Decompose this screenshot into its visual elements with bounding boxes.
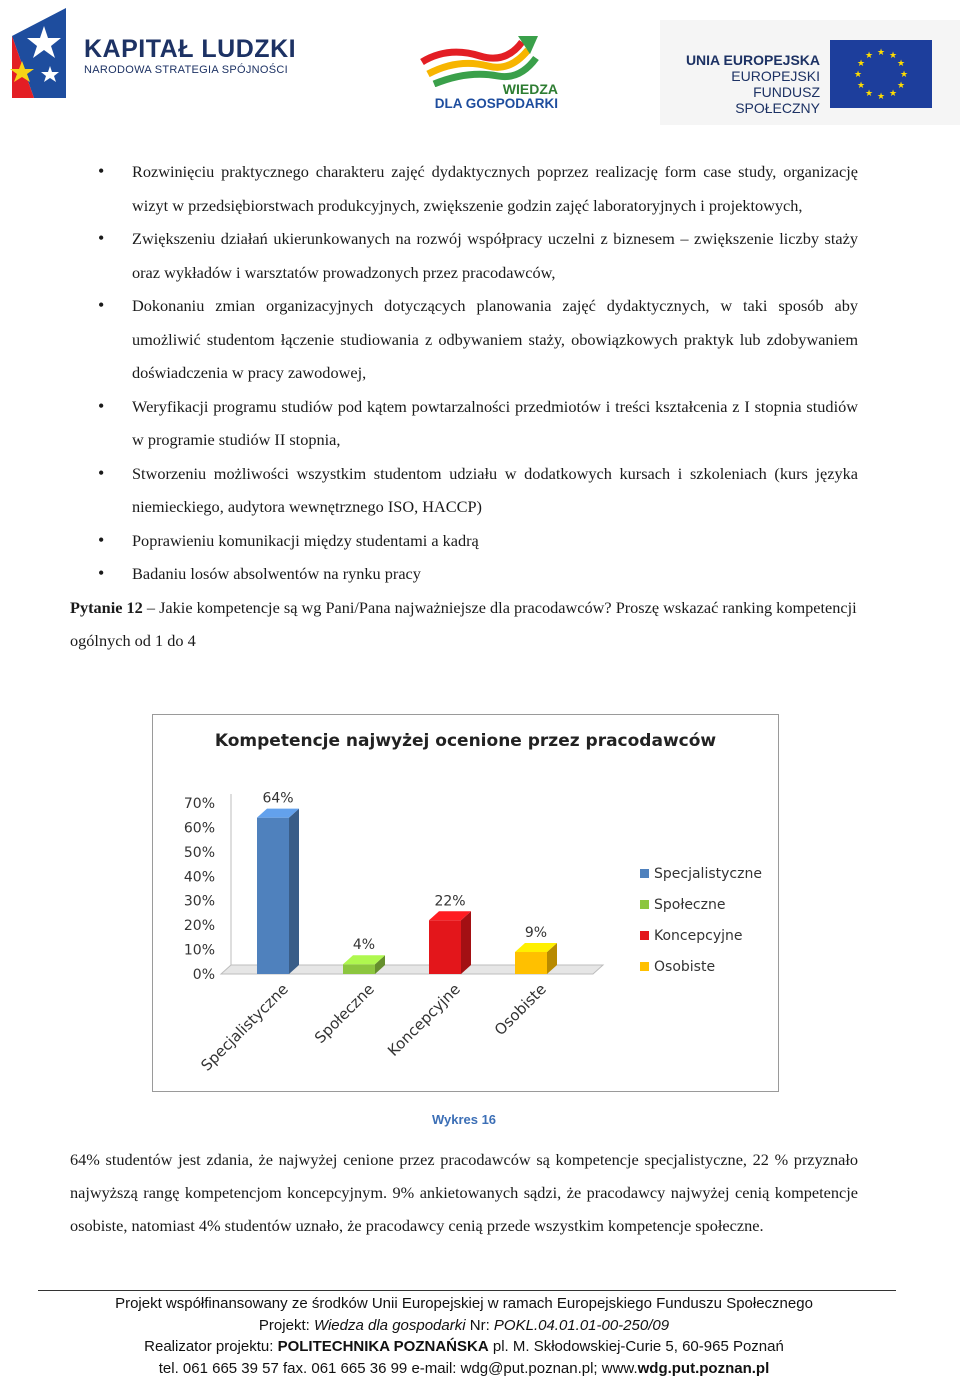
wiedza-wordmark	[420, 82, 558, 112]
kapital-ludzki-wordmark	[84, 36, 296, 76]
y-tick-label: 50%	[183, 844, 215, 861]
footer-realizer-name: POLITECHNIKA POZNAŃSKA	[277, 1338, 489, 1355]
bar-chart	[153, 715, 778, 1091]
footer-line-realizer	[0, 1336, 928, 1358]
ue-wordmark	[670, 52, 820, 116]
x-category-label: Specjalistyczne	[197, 980, 292, 1075]
y-tick-label: 70%	[183, 796, 215, 812]
list-item: • Badaniu losów absolwentów na rynku pracy	[70, 557, 858, 591]
main-content	[70, 155, 858, 658]
bar-front	[257, 818, 289, 974]
question-text: – Jakie kompetencje są wg Pani/Pana najważniejsze dla pracodawców? Proszę wskazać ranking kompetencji ogólnych od 1 do 4	[70, 597, 857, 650]
footer-nr-label: Nr:	[465, 1316, 494, 1334]
data-label: 9%	[524, 925, 548, 942]
wiedza-line1: WIEDZA	[502, 81, 558, 97]
legend-swatch	[640, 931, 649, 940]
footer-line-funding: Projekt współfinansowany ze środków Unii Europejskiej w ramach Europejskiego Funduszu Społecznego	[115, 1295, 813, 1312]
data-label: 64%	[262, 790, 294, 807]
svg-text:★: ★	[864, 89, 874, 99]
chart-title: Kompetencje najwyżej ocenione przez pracodawców	[214, 731, 717, 751]
y-tick-label: 20%	[183, 918, 215, 935]
legend-swatch	[640, 900, 649, 909]
kapital-ludzki-logo-icon	[4, 6, 82, 101]
legend-label: Koncepcyjne	[654, 928, 743, 944]
footer-realizer-address: pl. M. Skłodowskiej-Curie 5, 60-965 Poznań	[488, 1338, 784, 1355]
question-label: Pytanie 12	[70, 597, 143, 617]
ue-title: UNIA EUROPEJSKA	[685, 52, 820, 68]
y-tick-label: 40%	[183, 869, 215, 886]
recommendation-list	[70, 155, 858, 591]
x-category-label: Osobiste	[490, 980, 550, 1040]
list-item: • Stworzeniu możliwości wszystkim studentom udziału w dodatkowych kursach i szkoleniach (kurs języka niemieckiego, audytora wewnętrznego ISO, HACCP)	[70, 457, 858, 524]
list-item: • Dokonaniu zmian organizacyjnych dotyczących planowania zajęć dydaktycznych, w taki sposób aby umożliwić studentom łączenie studiowania z odbywaniem staży, obowiązkowych praktyk lub zdobywaniem doświadczenia w pracy zawodowej,	[70, 289, 858, 390]
data-label: 22%	[434, 893, 466, 910]
footer-line-contact	[0, 1358, 928, 1380]
bar-front	[343, 964, 375, 974]
svg-text:★: ★	[864, 51, 874, 61]
y-tick-label: 0%	[192, 967, 215, 983]
footer-contact: tel. 061 665 39 57 fax. 061 665 36 99 e-mail: wdg@put.poznan.pl; www.	[158, 1359, 638, 1377]
kapital-ludzki-subtitle: NARODOWA STRATEGIA SPÓJNOŚCI	[84, 64, 288, 76]
footer-project-number: POKL.04.01.01-00-250/09	[493, 1316, 670, 1334]
page-footer	[0, 1293, 928, 1379]
list-item: • Poprawieniu komunikacji między studentami a kadrą	[70, 524, 858, 558]
list-item: • Zwiększeniu działań ukierunkowanych na rozwój współpracy uczelni z biznesem – zwiększenie liczby staży oraz wykładów i warsztatów prowadzonych przez pracodawców,	[70, 222, 858, 289]
figure-caption: Wykres 16	[431, 1112, 497, 1127]
eu-flag-icon	[830, 40, 932, 108]
footer-website-link[interactable]: wdg.put.poznan.pl	[637, 1359, 770, 1377]
svg-text:★: ★	[856, 81, 866, 91]
summary-paragraph: 64% studentów jest zdania, że najwyżej cenione przez pracodawców są kompetencje specjalistyczne, 22 % przyznało najwyższą rangę kompetencjom koncepcyjnym. 9% ankietowanych sądzi, że pracodawcy najwyżej cenią kompetencje osobiste, natomiast 4% studentów uznało, że pracodawcy cenią przede wszystkim kompetencje społeczne.	[70, 1150, 858, 1235]
kapital-ludzki-title: KAPITAŁ LUDZKI	[84, 35, 297, 63]
svg-text:★: ★	[899, 70, 909, 80]
list-item: • Weryfikacji programu studiów pod kątem powtarzalności przedmiotów i treści kształcenia z I stopnia studiów w programie studiów II stopnia,	[70, 390, 858, 457]
legend-label: Specjalistyczne	[654, 866, 762, 882]
footer-realizer-prefix: Realizator projektu:	[144, 1338, 278, 1355]
bar-front	[515, 952, 547, 974]
svg-text:★: ★	[853, 70, 863, 80]
chart-frame	[152, 714, 779, 1092]
ue-line3: FUNDUSZ SPOŁECZNY	[735, 84, 820, 116]
wiedza-swoosh-icon	[418, 32, 558, 87]
bar-front	[429, 920, 461, 974]
y-tick-label: 60%	[183, 820, 215, 837]
bar-side	[289, 809, 299, 974]
legend-label: Osobiste	[654, 959, 716, 975]
y-tick-label: 10%	[183, 942, 215, 959]
page-header	[0, 0, 960, 125]
footer-line-project	[0, 1315, 928, 1337]
legend-swatch	[640, 962, 649, 971]
list-item: • Rozwinięciu praktycznego charakteru zajęć dydaktycznych poprzez realizację form case study, organizację wizyt w przedsiębiorstwach produkcyjnych, zwiększenie godzin zajęć laboratoryjnych i projektowych,	[70, 155, 858, 222]
svg-text:★: ★	[896, 59, 906, 69]
bar-side	[461, 911, 471, 974]
question-paragraph	[70, 591, 858, 658]
x-category-label: Społeczne	[310, 980, 378, 1047]
svg-text:★: ★	[888, 89, 898, 99]
y-tick-label: 30%	[183, 893, 215, 910]
wiedza-line2: DLA GOSPODARKI	[434, 96, 558, 111]
footer-project-prefix: Projekt:	[258, 1316, 314, 1334]
data-label: 4%	[352, 937, 376, 954]
footer-project-name: Wiedza dla gospodarki	[313, 1316, 466, 1334]
legend-label: Społeczne	[654, 897, 726, 913]
svg-text:★: ★	[876, 48, 886, 58]
ue-line2: EUROPEJSKI	[731, 68, 820, 84]
svg-text:★: ★	[896, 81, 906, 91]
svg-text:★: ★	[856, 59, 866, 69]
svg-text:★: ★	[888, 51, 898, 61]
svg-text:★: ★	[876, 92, 886, 102]
x-category-label: Koncepcyjne	[384, 980, 464, 1060]
legend-swatch	[640, 869, 649, 878]
footer-divider	[38, 1290, 896, 1291]
